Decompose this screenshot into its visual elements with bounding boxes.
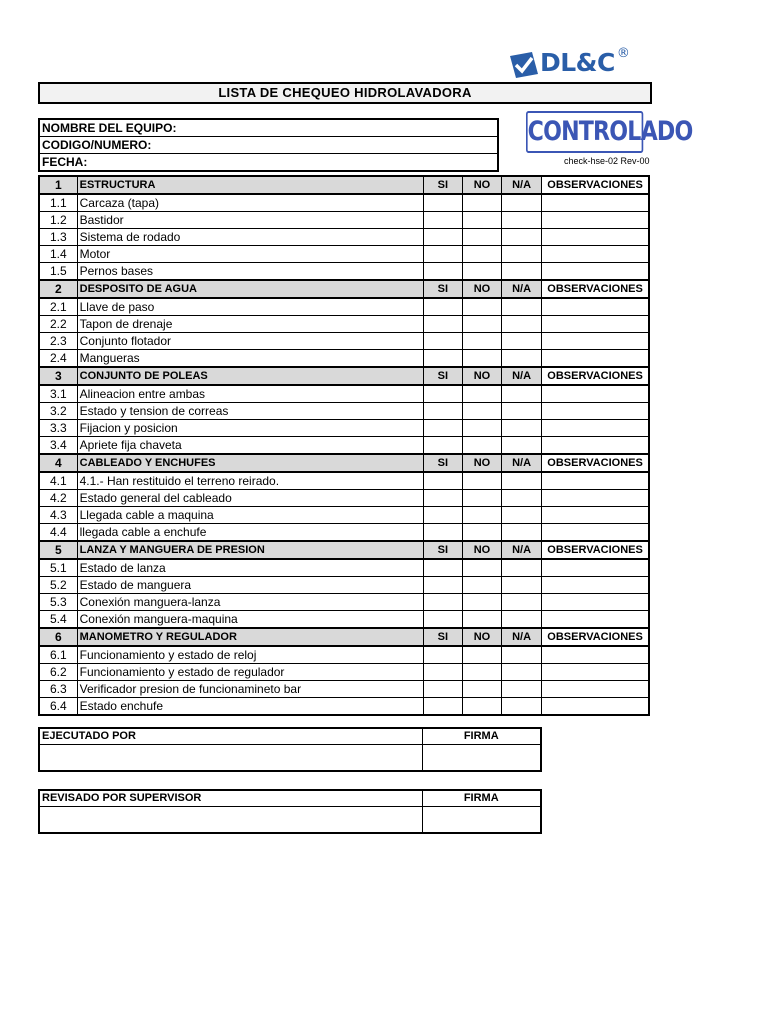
item-check-no[interactable] xyxy=(462,594,501,611)
item-check-si[interactable] xyxy=(423,594,462,611)
item-label: Alineacion entre ambas xyxy=(77,385,423,403)
column-header-observaciones: OBSERVACIONES xyxy=(542,628,649,646)
section-number: 2 xyxy=(39,280,77,298)
item-number: 1.3 xyxy=(39,229,77,246)
item-observations-field[interactable] xyxy=(542,664,649,681)
checklist-item-row xyxy=(39,298,649,316)
item-check-si[interactable] xyxy=(423,403,462,420)
item-label: Llave de paso xyxy=(77,298,423,316)
item-check-na[interactable] xyxy=(502,437,542,455)
item-observations-field[interactable] xyxy=(542,594,649,611)
item-number: 1.4 xyxy=(39,246,77,263)
reviewed-by-box xyxy=(38,789,542,834)
item-check-no[interactable] xyxy=(462,664,501,681)
logo-check-icon xyxy=(510,52,538,78)
column-header-no: NO xyxy=(462,367,501,385)
item-label: Conjunto flotador xyxy=(77,333,423,350)
column-header-observaciones: OBSERVACIONES xyxy=(542,454,649,472)
column-header-observaciones: OBSERVACIONES xyxy=(542,541,649,559)
item-check-no[interactable] xyxy=(462,611,501,629)
checklist-item-row xyxy=(39,437,649,455)
item-check-na[interactable] xyxy=(502,524,542,542)
checklist-table xyxy=(38,175,650,716)
reviewed-by-signature-field[interactable] xyxy=(422,807,541,834)
item-label: Funcionamiento y estado de regulador xyxy=(77,664,423,681)
column-header-observaciones: OBSERVACIONES xyxy=(542,367,649,385)
item-observations-field[interactable] xyxy=(542,611,649,629)
section-title: CONJUNTO DE POLEAS xyxy=(77,367,423,385)
item-check-si[interactable] xyxy=(423,350,462,368)
checklist-item-row xyxy=(39,577,649,594)
item-check-si[interactable] xyxy=(423,507,462,524)
item-label: Bastidor xyxy=(77,212,423,229)
item-observations-field[interactable] xyxy=(542,194,649,212)
info-field-date[interactable]: FECHA: xyxy=(39,154,498,172)
item-number: 2.2 xyxy=(39,316,77,333)
item-number: 3.3 xyxy=(39,420,77,437)
item-check-no[interactable] xyxy=(462,490,501,507)
item-number: 6.1 xyxy=(39,646,77,664)
executed-by-name-field[interactable] xyxy=(39,745,422,772)
item-number: 5.2 xyxy=(39,577,77,594)
column-header-si: SI xyxy=(423,541,462,559)
checklist-item-row xyxy=(39,698,649,716)
document-title: LISTA DE CHEQUEO HIDROLAVADORA xyxy=(38,82,652,104)
item-check-na[interactable] xyxy=(502,333,542,350)
item-check-no[interactable] xyxy=(462,333,501,350)
item-observations-field[interactable] xyxy=(542,437,649,455)
item-check-no[interactable] xyxy=(462,559,501,577)
item-number: 1.5 xyxy=(39,263,77,281)
column-header-na: N/A xyxy=(502,176,542,194)
item-check-si[interactable] xyxy=(423,229,462,246)
column-header-si: SI xyxy=(423,176,462,194)
checklist-item-row xyxy=(39,472,649,490)
section-title: CABLEADO Y ENCHUFES xyxy=(77,454,423,472)
section-title: ESTRUCTURA xyxy=(77,176,423,194)
item-check-no[interactable] xyxy=(462,385,501,403)
item-observations-field[interactable] xyxy=(542,646,649,664)
item-check-na[interactable] xyxy=(502,194,542,212)
item-observations-field[interactable] xyxy=(542,403,649,420)
column-header-no: NO xyxy=(462,541,501,559)
item-check-na[interactable] xyxy=(502,246,542,263)
checklist-item-row xyxy=(39,229,649,246)
item-observations-field[interactable] xyxy=(542,507,649,524)
item-check-si[interactable] xyxy=(423,316,462,333)
item-label: Estado de manguera xyxy=(77,577,423,594)
item-label: Llegada cable a maquina xyxy=(77,507,423,524)
item-check-na[interactable] xyxy=(502,490,542,507)
section-header-row xyxy=(39,541,649,559)
item-number: 3.1 xyxy=(39,385,77,403)
item-number: 6.2 xyxy=(39,664,77,681)
item-number: 3.4 xyxy=(39,437,77,455)
info-field-equipment-name[interactable]: NOMBRE DEL EQUIPO: xyxy=(39,119,498,137)
document-reference: check-hse-02 Rev-00 xyxy=(564,156,650,166)
item-observations-field[interactable] xyxy=(542,681,649,698)
item-number: 4.2 xyxy=(39,490,77,507)
section-number: 3 xyxy=(39,367,77,385)
item-observations-field[interactable] xyxy=(542,559,649,577)
executed-by-label: EJECUTADO POR xyxy=(39,728,422,745)
item-check-si[interactable] xyxy=(423,420,462,437)
item-label: Pernos bases xyxy=(77,263,423,281)
item-check-na[interactable] xyxy=(502,594,542,611)
item-observations-field[interactable] xyxy=(542,577,649,594)
item-number: 4.1 xyxy=(39,472,77,490)
checklist-item-row xyxy=(39,490,649,507)
item-number: 5.3 xyxy=(39,594,77,611)
checklist-item-row xyxy=(39,611,649,629)
item-check-si[interactable] xyxy=(423,698,462,716)
item-check-si[interactable] xyxy=(423,681,462,698)
item-check-si[interactable] xyxy=(423,263,462,281)
column-header-si: SI xyxy=(423,367,462,385)
column-header-no: NO xyxy=(462,454,501,472)
item-check-si[interactable] xyxy=(423,646,462,664)
item-check-no[interactable] xyxy=(462,263,501,281)
section-number: 6 xyxy=(39,628,77,646)
item-check-na[interactable] xyxy=(502,403,542,420)
item-label: Sistema de rodado xyxy=(77,229,423,246)
item-observations-field[interactable] xyxy=(542,212,649,229)
controlled-stamp: CONTROLADO xyxy=(526,111,643,153)
checklist-item-row xyxy=(39,316,649,333)
item-check-no[interactable] xyxy=(462,698,501,716)
column-header-no: NO xyxy=(462,176,501,194)
section-number: 1 xyxy=(39,176,77,194)
item-check-na[interactable] xyxy=(502,646,542,664)
section-header-row xyxy=(39,280,649,298)
item-observations-field[interactable] xyxy=(542,333,649,350)
item-check-na[interactable] xyxy=(502,385,542,403)
item-label: Fijacion y posicion xyxy=(77,420,423,437)
item-check-no[interactable] xyxy=(462,420,501,437)
equipment-info-table xyxy=(38,118,499,172)
section-header-row xyxy=(39,628,649,646)
checklist-item-row xyxy=(39,194,649,212)
column-header-no: NO xyxy=(462,280,501,298)
checklist-item-row xyxy=(39,664,649,681)
logo-text: DL&C ® xyxy=(540,46,630,77)
executed-by-signature-field[interactable] xyxy=(422,745,541,772)
item-number: 2.3 xyxy=(39,333,77,350)
item-check-no[interactable] xyxy=(462,194,501,212)
section-title: DESPOSITO DE AGUA xyxy=(77,280,423,298)
item-number: 5.4 xyxy=(39,611,77,629)
item-check-si[interactable] xyxy=(423,664,462,681)
item-observations-field[interactable] xyxy=(542,229,649,246)
item-check-si[interactable] xyxy=(423,333,462,350)
item-check-no[interactable] xyxy=(462,316,501,333)
company-logo xyxy=(508,48,648,82)
item-check-si[interactable] xyxy=(423,298,462,316)
item-check-no[interactable] xyxy=(462,212,501,229)
item-observations-field[interactable] xyxy=(542,246,649,263)
checklist-item-row xyxy=(39,212,649,229)
item-number: 2.4 xyxy=(39,350,77,368)
item-check-na[interactable] xyxy=(502,577,542,594)
column-header-observaciones: OBSERVACIONES xyxy=(542,176,649,194)
column-header-no: NO xyxy=(462,628,501,646)
item-check-na[interactable] xyxy=(502,263,542,281)
item-label: Verificador presion de funcionamineto bar xyxy=(77,681,423,698)
checklist-item-row xyxy=(39,681,649,698)
item-label: Apriete fija chaveta xyxy=(77,437,423,455)
item-observations-field[interactable] xyxy=(542,472,649,490)
reviewed-by-signature-label: FIRMA xyxy=(422,790,541,807)
checklist-item-row xyxy=(39,507,649,524)
item-check-na[interactable] xyxy=(502,664,542,681)
column-header-na: N/A xyxy=(502,367,542,385)
item-label: Motor xyxy=(77,246,423,263)
column-header-observaciones: OBSERVACIONES xyxy=(542,280,649,298)
item-check-si[interactable] xyxy=(423,385,462,403)
item-check-na[interactable] xyxy=(502,229,542,246)
checklist-item-row xyxy=(39,333,649,350)
checklist-item-row xyxy=(39,350,649,368)
section-number: 5 xyxy=(39,541,77,559)
item-check-no[interactable] xyxy=(462,350,501,368)
item-label: Conexión manguera-maquina xyxy=(77,611,423,629)
item-check-no[interactable] xyxy=(462,681,501,698)
item-check-no[interactable] xyxy=(462,403,501,420)
section-header-row xyxy=(39,176,649,194)
item-check-no[interactable] xyxy=(462,437,501,455)
item-check-si[interactable] xyxy=(423,246,462,263)
item-label: Mangueras xyxy=(77,350,423,368)
item-number: 6.4 xyxy=(39,698,77,716)
column-header-na: N/A xyxy=(502,280,542,298)
item-number: 4.4 xyxy=(39,524,77,542)
reviewed-by-label: REVISADO POR SUPERVISOR xyxy=(39,790,422,807)
item-check-no[interactable] xyxy=(462,472,501,490)
checklist-item-row xyxy=(39,646,649,664)
item-observations-field[interactable] xyxy=(542,385,649,403)
item-label: Estado enchufe xyxy=(77,698,423,716)
item-check-na[interactable] xyxy=(502,212,542,229)
item-check-na[interactable] xyxy=(502,472,542,490)
item-number: 6.3 xyxy=(39,681,77,698)
item-number: 2.1 xyxy=(39,298,77,316)
item-observations-field[interactable] xyxy=(542,298,649,316)
section-title: MANOMETRO Y REGULADOR xyxy=(77,628,423,646)
item-observations-field[interactable] xyxy=(542,350,649,368)
item-check-na[interactable] xyxy=(502,316,542,333)
item-observations-field[interactable] xyxy=(542,316,649,333)
reviewed-by-name-field[interactable] xyxy=(39,807,422,834)
item-observations-field[interactable] xyxy=(542,698,649,716)
item-check-no[interactable] xyxy=(462,229,501,246)
item-label: Estado de lanza xyxy=(77,559,423,577)
item-check-si[interactable] xyxy=(423,611,462,629)
item-check-si[interactable] xyxy=(423,524,462,542)
column-header-si: SI xyxy=(423,454,462,472)
item-number: 4.3 xyxy=(39,507,77,524)
item-check-no[interactable] xyxy=(462,507,501,524)
item-label: llegada cable a enchufe xyxy=(77,524,423,542)
item-check-na[interactable] xyxy=(502,298,542,316)
item-observations-field[interactable] xyxy=(542,490,649,507)
item-check-no[interactable] xyxy=(462,646,501,664)
item-observations-field[interactable] xyxy=(542,420,649,437)
item-check-si[interactable] xyxy=(423,472,462,490)
item-label: Carcaza (tapa) xyxy=(77,194,423,212)
item-label: Conexión manguera-lanza xyxy=(77,594,423,611)
column-header-na: N/A xyxy=(502,541,542,559)
item-check-no[interactable] xyxy=(462,524,501,542)
item-number: 3.2 xyxy=(39,403,77,420)
item-check-si[interactable] xyxy=(423,194,462,212)
checklist-item-row xyxy=(39,524,649,542)
section-header-row xyxy=(39,454,649,472)
item-observations-field[interactable] xyxy=(542,524,649,542)
item-check-no[interactable] xyxy=(462,577,501,594)
item-check-na[interactable] xyxy=(502,611,542,629)
item-check-na[interactable] xyxy=(502,559,542,577)
item-check-si[interactable] xyxy=(423,437,462,455)
item-number: 1.2 xyxy=(39,212,77,229)
item-observations-field[interactable] xyxy=(542,263,649,281)
checklist-item-row xyxy=(39,559,649,577)
executed-by-box xyxy=(38,727,542,772)
checklist-item-row xyxy=(39,420,649,437)
item-check-si[interactable] xyxy=(423,577,462,594)
section-title: LANZA Y MANGUERA DE PRESION xyxy=(77,541,423,559)
checklist-item-row xyxy=(39,246,649,263)
item-number: 1.1 xyxy=(39,194,77,212)
item-label: Estado y tension de correas xyxy=(77,403,423,420)
item-check-no[interactable] xyxy=(462,298,501,316)
column-header-si: SI xyxy=(423,280,462,298)
checklist-item-row xyxy=(39,385,649,403)
executed-by-signature-label: FIRMA xyxy=(422,728,541,745)
section-number: 4 xyxy=(39,454,77,472)
column-header-si: SI xyxy=(423,628,462,646)
info-field-code-number[interactable]: CODIGO/NUMERO: xyxy=(39,137,498,154)
column-header-na: N/A xyxy=(502,628,542,646)
item-check-na[interactable] xyxy=(502,681,542,698)
item-check-na[interactable] xyxy=(502,507,542,524)
checklist-item-row xyxy=(39,594,649,611)
item-check-na[interactable] xyxy=(502,698,542,716)
column-header-na: N/A xyxy=(502,454,542,472)
item-label: Tapon de drenaje xyxy=(77,316,423,333)
checklist-item-row xyxy=(39,403,649,420)
item-check-no[interactable] xyxy=(462,246,501,263)
item-number: 5.1 xyxy=(39,559,77,577)
item-check-na[interactable] xyxy=(502,350,542,368)
item-label: 4.1.- Han restituido el terreno reirado. xyxy=(77,472,423,490)
item-check-si[interactable] xyxy=(423,559,462,577)
item-label: Funcionamiento y estado de reloj xyxy=(77,646,423,664)
checklist-item-row xyxy=(39,263,649,281)
section-header-row xyxy=(39,367,649,385)
item-check-si[interactable] xyxy=(423,212,462,229)
item-label: Estado general del cableado xyxy=(77,490,423,507)
item-check-si[interactable] xyxy=(423,490,462,507)
item-check-na[interactable] xyxy=(502,420,542,437)
